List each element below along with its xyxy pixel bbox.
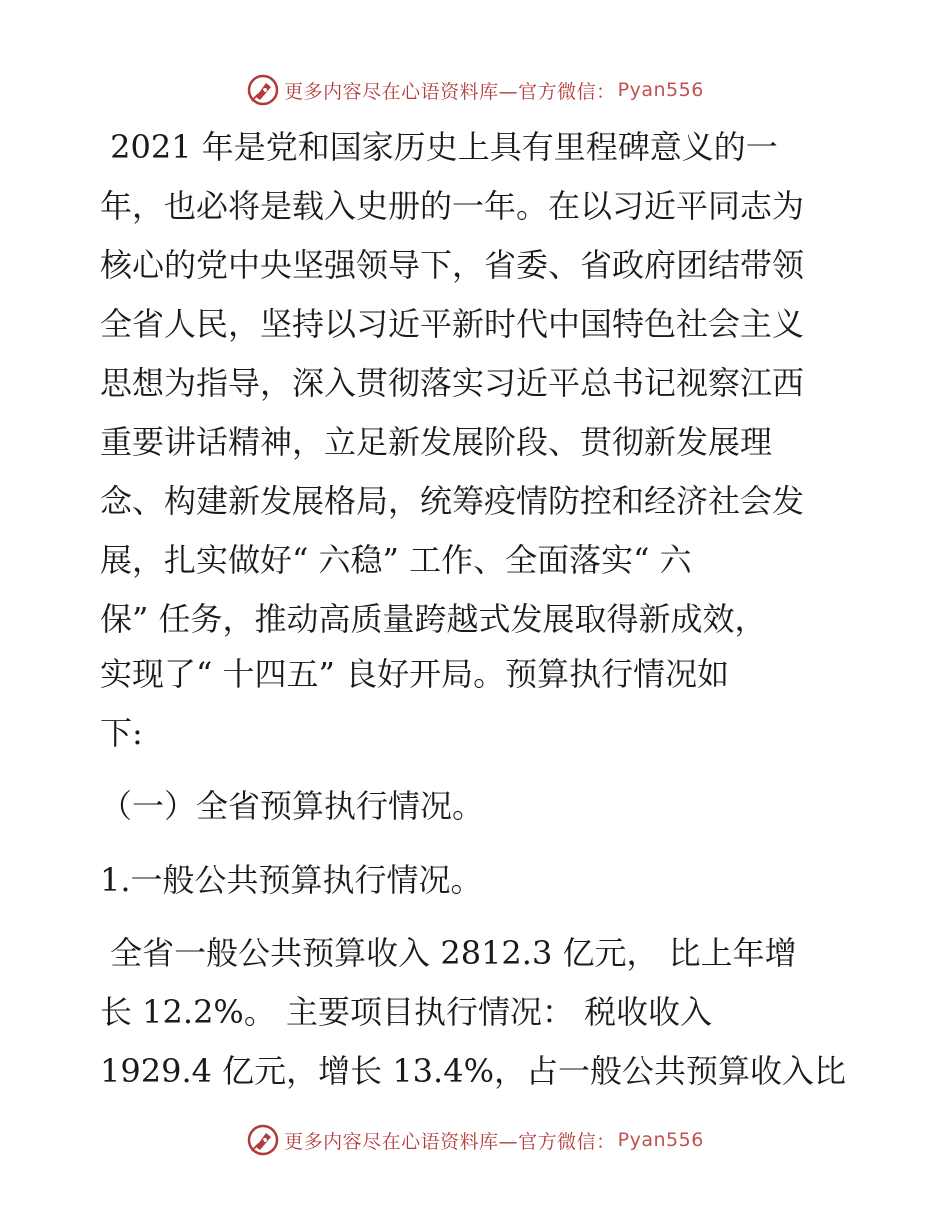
body-line: 保” 任务，推动高质量跨越式发展取得新成效， <box>100 600 767 638</box>
watermark-header <box>0 72 950 108</box>
watermark-text: 更多内容尽在心语资料库—官方微信： <box>284 1130 616 1153</box>
body-line: 下: <box>100 714 143 752</box>
body-line: 全省人民，坚持以习近平新时代中国特色社会主义 <box>100 305 805 343</box>
subsection-heading: 1.一般公共预算执行情况。 <box>100 861 483 899</box>
body-line: 思想为指导，深入贯彻落实习近平总书记视察江西 <box>100 364 805 402</box>
body-line: 1929.4 亿元，增长 13.4%，占一般公共预算收入比 <box>100 1052 846 1090</box>
watermark-wechat-id: Pyan556 <box>617 1129 704 1151</box>
body-line: 全省一般公共预算收入 2812.3 亿元， 比上年增 <box>100 934 797 972</box>
body-line: 展，扎实做好“ 六稳” 工作、全面落实“ 六 <box>100 541 692 579</box>
section-heading: （一）全省预算执行情况。 <box>100 787 485 825</box>
body-line: 长 12.2%。 主要项目执行情况： 税收收入 <box>100 993 713 1031</box>
watermark-wechat-id: Pyan556 <box>617 79 704 101</box>
body-line: 重要讲话精神，立足新发展阶段、贯彻新发展理 <box>100 423 773 461</box>
body-line: 2021 年是党和国家历史上具有里程碑意义的一 <box>100 128 778 166</box>
pen-nib-logo-icon <box>246 1123 280 1157</box>
body-line: 核心的党中央坚强领导下，省委、省政府团结带领 <box>100 246 805 284</box>
body-line: 念、构建新发展格局，统筹疫情防控和经济社会发 <box>100 482 805 520</box>
pen-nib-logo-icon <box>246 73 280 107</box>
body-line: 年，也必将是载入史册的一年。在以习近平同志为 <box>100 187 805 225</box>
watermark-text: 更多内容尽在心语资料库—官方微信： <box>284 80 616 103</box>
body-line: 实现了“ 十四五” 良好开局。预算执行情况如 <box>100 655 730 693</box>
watermark-footer <box>0 1122 950 1158</box>
